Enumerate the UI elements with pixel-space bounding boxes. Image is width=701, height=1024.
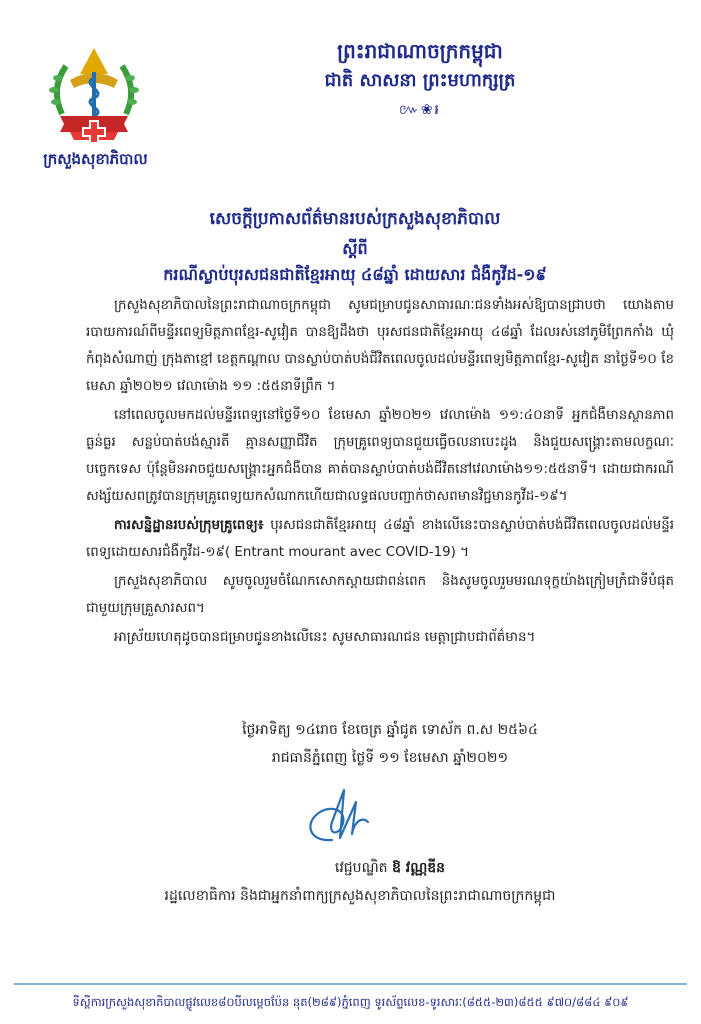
kingdom-title: ព្រះរាជាណាចក្រកម្ពុជា [337,39,503,63]
signature-icon [298,782,378,852]
signer-title: រដ្ឋលេខាធិការ និងជាអ្នកនាំពាក្យក្រសួងសុខាភិបាលនៃព្រះរាជាណាចក្រកម្ពុជា [164,888,556,904]
footer-divider [14,983,687,985]
paragraph-4: ក្រសួងសុខាភិបាល សូមចូលរួមចំណែកសោកស្ដាយជាពន់ពេក និងសូមចូលរួមមរណទុក្ខយ៉ាងក្រៀមក្រំជាទីបំផុតជាមួយក្រុមគ្រួសារសព។ [86,574,674,616]
signer-name [150,858,630,879]
announcement-subject: ករណីស្លាប់បុរសជនជាតិខ្មែរអាយុ ៤៨ឆ្នាំ ដោយសារ ជំងឺកូវីដ-១៩ [163,265,547,284]
lunar-date: ថ្ងៃអាទិត្យ ១៤រោច ខែចេត្រ ឆ្នាំជូត ទោស័ក ព.ស ២៥៦៤ [242,722,538,738]
announcement-title: សេចក្ដីប្រកាសព័ត៌មានរបស់ក្រសួងសុខាភិបាល [209,209,501,229]
announcement-body [86,292,674,653]
signer-full-name: ឱ វណ្ណឌីន [392,860,446,876]
signer-prefix: វេជ្ជបណ្ឌិត [334,860,388,876]
footer-address: ទីស្ដីការក្រសួងសុខាភិបាលផ្លូវលេខ៨០បីលម្ដេចប៉ែន នុត(២៨៩)ភ្នំពេញ ទូរស័ព្ទលេខ-ទូរសារៈ(៨៥៥-២៣)៨៥៥ ៩៧០/៨៨៤ ៩០៩ [72,995,629,1009]
national-motto: ជាតិ សាសនា ព្រះមហាក្សត្រ [324,70,516,91]
medical-conclusion-label: ការសន្និដ្ឋានរបស់ក្រុមគ្រូពេទ្យ៖ [114,518,264,533]
paragraph-3 [86,512,674,566]
paragraph-2: នៅពេលចូលមកដល់មន្ទីរពេទ្យនៅថ្ងៃទី១០ ខែមេសា ឆ្នាំ២០២១ វេលាម៉ោង ១១:៤០នាទី អ្នកជំងឺមានស្ថានភាពធ្ងន់ធ្ងរ សន្លប់បាត់បង់ស្មារតី គ្មានសញ្ញាជីវិត ក្រុមគ្រូពេទ្យបានជួយធ្វើចលនាបេះដូង និងជួយសង្គ្រោះតាមលក្ខណៈបច្ចេកទេស ប៉ុន្តែមិនអាចជួយសង្គ្រោះអ្នកជំងឺបាន គាត់បានស្លាប់បាត់បង់ជីវិតនៅវេលាម៉ោង១១:៥៥នាទី។ ដោយជាករណីសង្ស័យសពត្រូវបានក្រុមគ្រូពេទ្យយកសំណាកហើយជាលទ្ធផលបញ្ជាក់ថាសពមានវិជ្ជមានកូវីដ-១៩។ [86,408,674,504]
paragraph-5: អាស្រ័យហេតុដូចបានជម្រាបជូនខាងលើនេះ សូមសាធារណជន មេត្តាជ្រាបជាព័ត៌មាន។ [114,630,536,645]
medical-conclusion-text: បុរសជនជាតិខ្មែរអាយុ ៤៨ឆ្នាំ ខាងលើនេះបានស្លាប់បាត់បង់ជីវិតពេលចូលដល់មន្ទីរពេទ្យដោយសារជំងឺកូវីដ-១៩( Entrant mourant avec COVID-19) ។ [86,518,674,560]
paragraph-1: ក្រសួងសុខាភិបាលនៃព្រះរាជាណាចក្រកម្ពុជា សូមជម្រាបជូនសាធារណៈជនទាំងអស់ឱ្យបានជ្រាបថា យោងតាមរបាយការណ៍ពីមន្ទីរពេទ្យមិត្តភាពខ្មែរ-សូវៀត បានឱ្យដឹងថា បុរសជនជាតិខ្មែរអាយុ ៤៨ឆ្នាំ ដែលរស់នៅភូមិព្រែកកាំង ឃុំកំពុងសំណាញ់ ក្រុងតាខ្មៅ ខេត្តកណ្ដាល បានស្លាប់បាត់បង់ជីវិតពេលចូលដល់មន្ទីរពេទ្យមិត្តភាពខ្មែរ-សូវៀត នាថ្ងៃទី១០ ខែមេសា ឆ្នាំ២០២១ វេលាម៉ោង ១១ :៥៥នាទីព្រឹក ។ [86,298,674,394]
solar-date: រាជធានីភ្នំពេញ ថ្ងៃទី ១១ ខែមេសា ឆ្នាំ២០២១ [271,750,509,766]
ornament-divider: ៚❀៛ [399,102,441,118]
ministry-name: ក្រសួងសុខាភិបាល [43,150,148,168]
announcement-subject-label: ស្ដីពី [342,239,368,258]
ministry-emblem-icon [40,44,148,152]
